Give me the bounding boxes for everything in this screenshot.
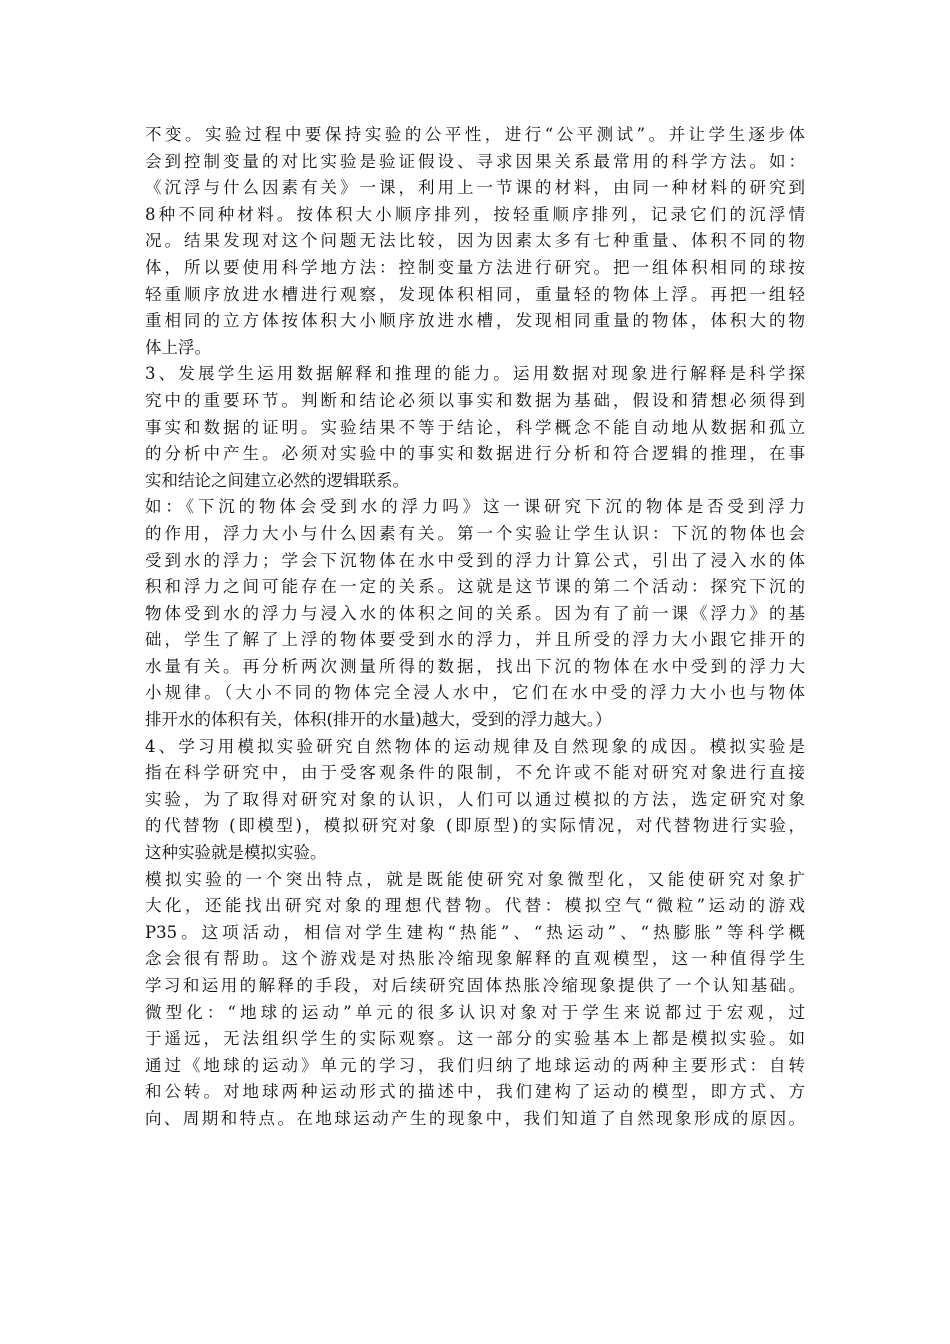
text-line: 学习和运用的解释的手段，对后续研究固体热胀冷缩现象提供了一个认知基础。 <box>145 976 805 995</box>
text-line: 的分析中产生。必须对实验中的事实和数据进行分析和符合逻辑的推理，在事 <box>145 444 805 464</box>
text-line: 和公转。对地球两种运动形式的描述中，我们建构了运动的模型，即方式、方 <box>145 1082 805 1102</box>
text-line: 大化，还能找出研究对象的理想代替物。代替：模拟空气“微粒”运动的游戏 <box>145 896 805 916</box>
text-line: 重相同的立方体按体积大小顺序放进水槽，发现相同重量的物体，体积大的物 <box>145 311 805 331</box>
text-line: 受到水的浮力；学会下沉物体在水中受到的浮力计算公式，引出了浸入水的体 <box>145 550 805 570</box>
text-line: 小规律。（大小不同的物体完全浸人水中，它们在水中受的浮力大小也与物体 <box>145 683 805 703</box>
text-line: 水量有关。再分析两次测量所得的数据，找出下沉的物体在水中受到的浮力大 <box>145 656 805 676</box>
document-body <box>145 122 805 1133</box>
text-line: 于遥远，无法组织学生的实际观察。这一部分的实验基本上都是模拟实验。如 <box>145 1029 805 1049</box>
text-line: 微型化：“地球的运动”单元的很多认识对象对于学生来说都过于宏观，过 <box>145 1002 805 1022</box>
text-line: 指在科学研究中，由于受客观条件的限制，不允许或不能对研究对象进行直接 <box>145 763 805 783</box>
text-line: 念会很有帮助。这个游戏是对热胀冷缩现象解释的直观模型，这一种值得学生 <box>145 949 805 969</box>
text-line: 不变。实验过程中要保持实验的公平性，进行“公平测试”。并让学生逐步体 <box>145 125 805 144</box>
text-line: 积和浮力之间可能存在一定的关系。这就是这节课的第二个活动：探究下沉的 <box>145 577 805 597</box>
text-line: 的代替物 (即模型)，模拟研究对象 (即原型)的实际情况，对代替物进行实验， <box>145 816 805 836</box>
text-line: 实和结论之间建立必然的逻辑联系。 <box>145 470 409 490</box>
text-line: 排开水的体积有关，体积(排开的水量)越大，受到的浮力越大。） <box>145 710 612 730</box>
text-line: 体，所以要使用科学地方法：控制变量方法进行研究。把一组体积相同的球按 <box>145 257 805 277</box>
text-line: 体上浮。 <box>145 337 211 357</box>
text-line: 会到控制变量的对比实验是验证假设、寻求因果关系最常用的科学方法。如： <box>145 151 805 171</box>
text-line: 通过《地球的运动》单元的学习，我们归纳了地球运动的两种主要形式：自转 <box>145 1055 805 1075</box>
text-line: P35。这项活动，相信对学生建构“热能”、“热运动”、“热膨胀”等科学概 <box>145 922 805 942</box>
text-line: 的作用，浮力大小与什么因素有关。第一个实验让学生认识：下沉的物体也会 <box>145 523 805 543</box>
text-line: 究中的重要环节。判断和结论必须以事实和数据为基础，假设和猜想必须得到 <box>145 390 805 410</box>
text-line: 8种不同种材料。按体积大小顺序排列，按轻重顺序排列，记录它们的沉浮情 <box>145 204 805 224</box>
text-line: 这种实验就是模拟实验。 <box>145 843 327 863</box>
text-line: 3、发展学生运用数据解释和推理的能力。运用数据对现象进行解释是科学探 <box>145 364 805 384</box>
text-line: 轻重顺序放进水槽进行观察，发现体积相同，重量轻的物体上浮。再把一组轻 <box>145 284 805 304</box>
text-line: 模拟实验的一个突出特点，就是既能使研究对象微型化，又能使研究对象扩 <box>145 869 805 889</box>
text-line: 《沉浮与什么因素有关》一课，利用上一节课的材料，由同一种材料的研究到 <box>145 178 805 198</box>
text-line: 事实和数据的证明。实验结果不等于结论，科学概念不能自动地从数据和孤立 <box>145 417 805 437</box>
text-line: 物体受到水的浮力与浸入水的体积之间的关系。因为有了前一课《浮力》的基 <box>145 603 805 623</box>
text-line: 4、学习用模拟实验研究自然物体的运动规律及自然现象的成因。模拟实验是 <box>145 736 805 756</box>
text-line: 如：《下沉的物体会受到水的浮力吗》这一课研究下沉的物体是否受到浮力 <box>145 497 805 517</box>
text-line: 础，学生了解了上浮的物体要受到水的浮力，并且所受的浮力大小跟它排开的 <box>145 630 805 650</box>
text-line: 况。结果发现对这个问题无法比较，因为因素太多有七种重量、体积不同的物 <box>145 231 805 251</box>
text-line: 向、周期和特点。在地球运动产生的现象中，我们知道了自然现象形成的原因。 <box>145 1108 805 1128</box>
text-line: 实验，为了取得对研究对象的认识，人们可以通过模拟的方法，选定研究对象 <box>145 789 805 809</box>
